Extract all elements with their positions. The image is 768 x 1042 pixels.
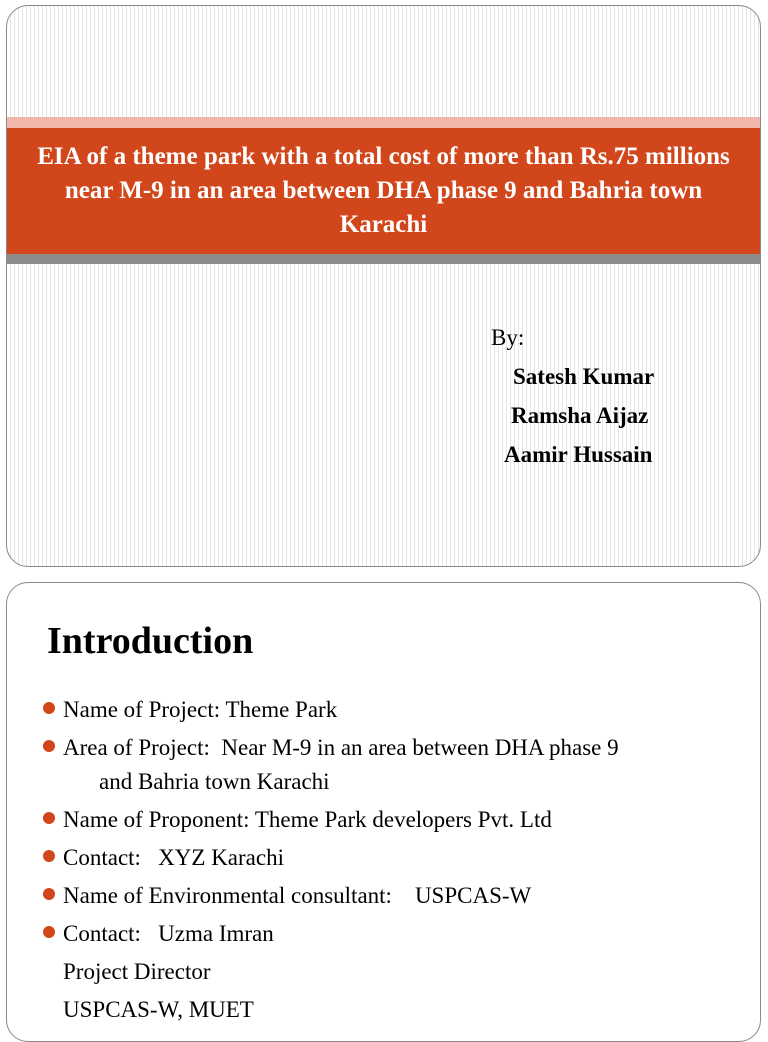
bullet-dot-icon bbox=[43, 812, 55, 824]
author-name: Aamir Hussain bbox=[504, 442, 653, 467]
list-item bbox=[41, 879, 741, 913]
slide-title: EIA of a theme park with a total cost of more than Rs.75 millions near M-9 in an area between DHA phase 9 and Bahria town Karachi bbox=[37, 143, 730, 238]
author-name: Ramsha Aijaz bbox=[511, 403, 649, 428]
title-slide bbox=[6, 5, 761, 567]
list-item bbox=[41, 693, 741, 727]
by-label: By: bbox=[491, 325, 525, 350]
authors-block bbox=[487, 319, 727, 474]
slide-heading: Introduction bbox=[47, 620, 254, 662]
bullet-text: Contact: Uzma Imran bbox=[63, 921, 274, 946]
bullet-text: Name of Environmental consultant: USPCAS-W bbox=[63, 883, 532, 908]
list-item bbox=[41, 803, 741, 837]
bullet-continuation: and Bahria town Karachi bbox=[99, 769, 330, 794]
title-band bbox=[7, 128, 760, 254]
bullet-text: Area of Project: Near M-9 in an area between DHA phase 9 bbox=[63, 735, 619, 760]
title-top-stripe bbox=[7, 117, 760, 128]
author-name: Satesh Kumar bbox=[513, 364, 655, 389]
bullet-text: Name of Proponent: Theme Park developers Pvt. Ltd bbox=[63, 807, 552, 832]
bullet-text: Name of Project: Theme Park bbox=[63, 697, 338, 722]
bullet-dot-icon bbox=[43, 740, 55, 752]
list-item bbox=[41, 731, 741, 799]
bullet-list bbox=[41, 693, 741, 1031]
bullet-dot-icon bbox=[43, 850, 55, 862]
bullet-dot-icon bbox=[43, 888, 55, 900]
list-item bbox=[41, 841, 741, 875]
bullet-dot-icon bbox=[43, 702, 55, 714]
bullet-dot-icon bbox=[43, 926, 55, 938]
title-bottom-stripe bbox=[7, 254, 760, 264]
bullet-text: Contact: XYZ Karachi bbox=[63, 845, 284, 870]
list-item bbox=[41, 917, 741, 951]
contact-title-line: Project Director bbox=[63, 959, 211, 984]
contact-org-line: USPCAS-W, MUET bbox=[63, 997, 254, 1022]
introduction-slide bbox=[6, 582, 761, 1042]
